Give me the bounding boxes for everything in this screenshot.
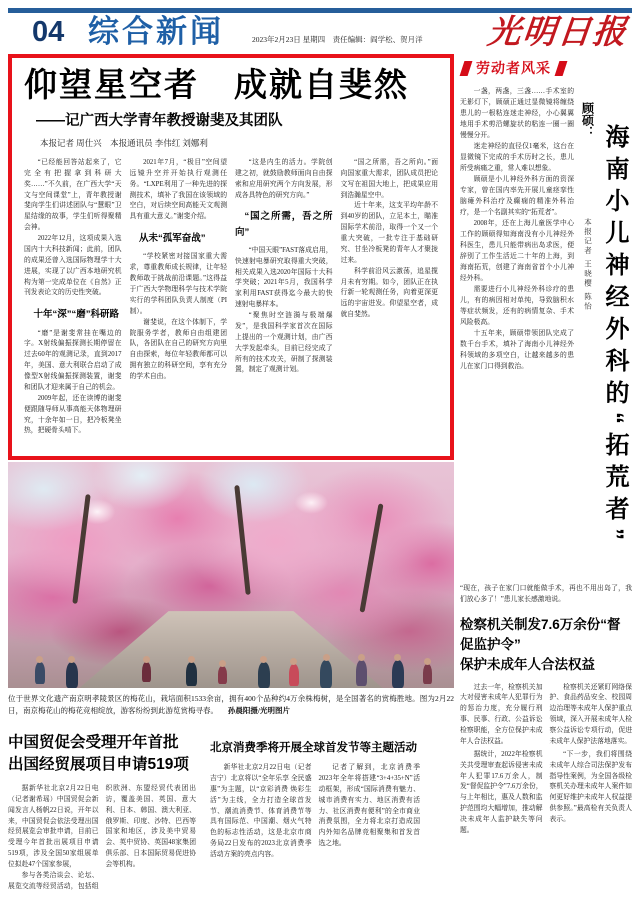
procurator-columns <box>460 683 632 905</box>
article-column <box>24 158 122 444</box>
worker-title-left <box>579 86 597 578</box>
article-paragraph: 2022年12月，这项成果入选国内十大科技新闻；此前，团队的成果还曾入选国际物理学十大进展，实现了以广西本地研究机构为第一完成单位在《自然》正刊发表论文的历史性突破。 <box>24 235 122 297</box>
photo-person <box>186 662 197 686</box>
article-subhead: “国之所需，吾之所向” <box>235 211 333 238</box>
main-byline: 本报记者 周仕兴 本报通讯员 李伟红 刘娜利 <box>40 137 208 148</box>
article-paragraph: 2009年起，还在读博的谢斐便跟随导师从事高能天体物理研究，十余年如一日，把冷板凳坐热，把硬骨头啃下。 <box>24 394 122 435</box>
dateline: 2023年2月23日 星期四 责任编辑：阎学松、贺月洋 <box>252 35 423 44</box>
photo-person <box>356 660 367 686</box>
article-paragraph: “国之所需，吾之所向。”面向国家重大需求，团队成员把论文写在祖国大地上，把成果应用到浩瀚星空中。 <box>340 158 438 199</box>
worker-kicker-box <box>462 58 632 78</box>
tree-trunk <box>73 494 91 604</box>
article-paragraph: 检察机关还紧盯网络保护、食品药品安全、校园周边治理等未成年人保护重点领域，深入开展未成年人检察公益诉讼专项行动，促进未成年人保护法落地落实。 <box>549 683 632 745</box>
article-paragraph: 2008年，还在上海儿童医学中心工作的顾硕得知海南没有小儿神经外科医生，患儿只能带病出岛求医，便辞别了工作生活近二十年的上海，到海南拓荒，创建了海南省首个小儿神经外科。 <box>460 220 574 282</box>
consume-article-body <box>210 763 420 881</box>
main-article-columns <box>24 158 438 444</box>
plum-blossom-photo <box>8 462 454 688</box>
article-paragraph: 顾硕是小儿神经外科方面的资深专家，曾在国内率先开展儿童痉挛性脑瘫外科治疗及癫痫的精准外科治疗，是一个名副其实的“拓荒者”。 <box>460 176 574 216</box>
article-paragraph: “这是内生的活力。学院创建之初，就鼓励教师面向自由探索和应用研究两个方向发展，形成各具特色的研究方向。” <box>235 158 333 199</box>
procurator-headline-line2: 保护未成年人合法权益 <box>460 657 595 673</box>
article-column <box>235 158 333 444</box>
trade-article <box>8 724 196 904</box>
photo-person <box>142 662 151 682</box>
trade-article-body <box>8 784 196 902</box>
main-subtitle: ——记广西大学青年教授谢斐及其团队 <box>36 112 283 129</box>
tree-trunk <box>234 485 250 595</box>
article-column <box>460 683 543 905</box>
main-article <box>8 54 454 460</box>
photo-person <box>218 666 227 684</box>
page-header <box>8 14 632 50</box>
consume-article <box>210 724 420 904</box>
section-title: 综合新闻 <box>88 14 224 49</box>
article-paragraph: 新华社北京2月22日电（记者吉宁）北京将以“全年乐享 全民盛惠”为主题，以“京彩消费 焕彩生活”为主线，全力打造全球首发节、潮流消费节、体育消费节等具有国际范、中国潮、烟火气特色的标志性活动，这是北京市商务局22日发布的2023北京消费季活动方案的亮点内容。 <box>210 764 312 858</box>
photo-person <box>35 662 45 684</box>
worker-byline: 本报记者 王晓樱 陈怡 <box>583 218 593 312</box>
article-paragraph: 近十年来，这支平均年龄不到40岁的团队，立足本土，瞄准国际学术前沿，取得一个又一个重大突破，一批专注于基础研究、甘坐冷板凳的青年人才聚拢过来。 <box>340 202 438 264</box>
red-bar-icon <box>460 61 473 76</box>
worker-person-name: 顾硕： <box>580 102 595 138</box>
article-paragraph: “磨”是谢斐常挂在嘴边的字。X射线偏振探测长期停留在过去60年的观测记录，直到2017年，美国、意大利联合启动了成像型X射线偏振探测装置，谢斐和团队才迎来属于自己的机会。 <box>24 329 122 391</box>
article-paragraph: 参与各类洽谈会、论坛、展览交流等经贸活动，包括组织欧洲、东盟经贸代表团出访，覆盖美国、英国、意大利、日本、韩国、澳大利亚、俄罗斯、印度、沙特、巴西等国家和地区，涉及美中贸易会、英中贸协、英国48家集团俱乐部、日本国际贸易促进协会等机构。 <box>8 784 196 890</box>
article-paragraph: 迷走神经的直径仅1毫米，这台在显微镜下完成的手术历时之长，患儿所受病痛之重，常人难以想象。 <box>460 143 574 172</box>
photo-person <box>258 662 270 688</box>
tree-trunk <box>360 503 384 612</box>
photo-person <box>392 660 404 688</box>
worker-column-label: 劳动者风采 <box>476 60 551 76</box>
right-column <box>460 56 632 901</box>
worker-article-tail: “现在，孩子在家门口就能做手术，再也不用出岛了，我们放心多了！”患儿家长感激地说。 <box>460 585 632 603</box>
page-number: 04 <box>32 16 65 48</box>
article-column <box>130 158 228 444</box>
article-subhead: 十年“深”“磨”科研路 <box>33 309 120 321</box>
worker-article <box>460 86 632 578</box>
article-paragraph: 十五年来，顾硕带领团队完成了数千台手术，填补了海南小儿神经外科领域的多项空白，让越来越多的患儿在家门口得到救治。 <box>460 330 574 370</box>
article-paragraph: 科学前沿风云激荡，追星揽月未有穷期。如今，团队正在执行新一轮观测任务，向着更深更远的宇宙进发。仰望星空者，成就自斐然。 <box>340 267 438 319</box>
photo-person <box>66 662 78 688</box>
procurator-article <box>460 615 632 905</box>
masthead-logo: 光明日报 <box>485 12 630 51</box>
article-paragraph: “下一步，我们将围绕未成年人综合司法保护发布指导性案例，为全国各级检察机关办理未成年人案件如何更好维护未成年人权益提供参照。”最高检有关负责人表示。 <box>549 750 632 823</box>
procurator-headline <box>460 615 632 676</box>
photo-caption <box>8 693 454 716</box>
photo-person <box>320 660 332 688</box>
article-paragraph: “学校紧密对接国家重大需求，尊重教师成长规律，让年轻教师敢于挑战前沿课题。”这得益于广西大学物理科学与技术学院实行的学科团队负责人制度（PI制）。 <box>129 253 227 315</box>
article-paragraph: 需要进行小儿神经外科诊疗的患儿，有的病因相对单纯，导致脑积水等症状频发，还有的病情复杂、手术风险极高。 <box>460 286 574 326</box>
main-headline: 仰望星空者 成就自斐然 <box>24 66 409 103</box>
article-paragraph: 过去一年，检察机关加大对侵害未成年人犯罪行为的惩治力度，充分履行刑事、民事、行政、公益诉讼检察职能，全方位保护未成年人合法权益。 <box>460 683 543 745</box>
trade-headline-line2: 出国经贸展项目申请519项 <box>8 756 189 774</box>
trade-headline <box>8 732 196 777</box>
photo-person <box>289 664 299 686</box>
article-paragraph: 谢斐说，在这个体制下，学院服务学者，教师自由组建团队，各团队在自己的研究方向里自由探索，每位年轻教师都可以拥有独立的科研空间，享有充分的学术自由。 <box>129 318 227 380</box>
worker-vertical-headline: 海南小儿神经外科的“拓荒者” <box>601 124 628 548</box>
article-paragraph: “聚焦时空涟漪与极端爆发”，是我国科学家首次在国际上提出的一个观测计划，由广西大学发起牵头，目前已经完成了所有的技术攻关，研制了探测装置，制定了观测计划。 <box>235 312 333 374</box>
article-paragraph: 记者了解到，北京消费季2023年全年将搭建“3+4+35+N”活动框架，形成“国际消费有魅力、城市消费有实力、地区消费有活力、社区消费有便利”的全市商业消费氛围，全力将北京打造成国内外知名品牌竞相聚集和首发首选之地。 <box>318 764 420 848</box>
article-paragraph: 据统计，2022年检察机关共受理审查起诉侵害未成年人犯罪17.6万余人，制发“督促监护令”7.6万余份，与上年相比，惠及人数和监护范围均大幅增加，推动解决未成年人监护缺失等问题。 <box>460 750 543 834</box>
article-column <box>550 683 633 905</box>
trade-headline-line1: 中国贸促会受理开年首批 <box>8 734 179 751</box>
article-paragraph: 一盏，两盏，三盏……手术室的无影灯下，顾硕正通过显微镜将缠绕患儿的一根粘连迷走神经，小心翼翼地用手术剪沿螺旋状的粘连一圈一圈慢慢分开。 <box>460 88 574 139</box>
article-paragraph: “已经能回答站起来了，它完全有把握拿到科研大奖……”不久前，在广西大学“天文与空间课堂”上，青年教授谢斐向学生们讲述团队与“慧眼”卫星结缘的故事，学生们听得聚精会神。 <box>24 158 122 232</box>
worker-article-body <box>460 86 574 578</box>
article-column <box>341 158 439 444</box>
red-bar-icon <box>555 61 568 76</box>
worker-vertical-title-area <box>574 86 632 578</box>
consume-headline: 北京消费季将开展全球首发节等主题活动 <box>210 742 417 754</box>
article-paragraph: 2021年7月，“极目”空间望远镜升空并开始执行观测任务。“LXPE利用了一种先进的探测技术，填补了我国在该领域的空白，对后续空间高能天文观测具有重大意义。”谢斐介绍。 <box>129 158 227 221</box>
procurator-headline-line1: 检察机关制发7.6万余份“督促监护令” <box>460 616 621 652</box>
article-paragraph: 据新华社北京2月22日电（记者谢希瑶）中国贸促会新闻发言人杨帆22日说，开年以来，中国贸促会依法受理出国经贸展览会审批申请，目前已受理今年首批出展项目申请519项，涉及全国50家组展单位拟赴47个国家参展， <box>8 784 99 869</box>
article-subhead: 从未“孤军奋战” <box>139 233 206 245</box>
photo-person <box>423 664 432 684</box>
photo-credit: 孙晨阳摄/光明图片 <box>227 705 290 715</box>
photo-caption-text: 位于世界文化遗产南京明孝陵景区的梅花山，栽培面积1533余亩，拥有400个品种约4万余株梅树，是全国著名的赏梅胜地。图为2月22日，南京梅花山的梅花竞相绽放，游客纷纷到此游览赏梅寻春。 <box>8 694 454 715</box>
bottom-articles <box>8 724 420 904</box>
article-paragraph: “中国天眼”FAST落成启用，快速射电暴研究取得重大突破，相关成果入选2020年国际十大科学突破；2021年5月，我国科学家利用FAST获得迄今最大的快速射电暴样本。 <box>235 246 333 309</box>
